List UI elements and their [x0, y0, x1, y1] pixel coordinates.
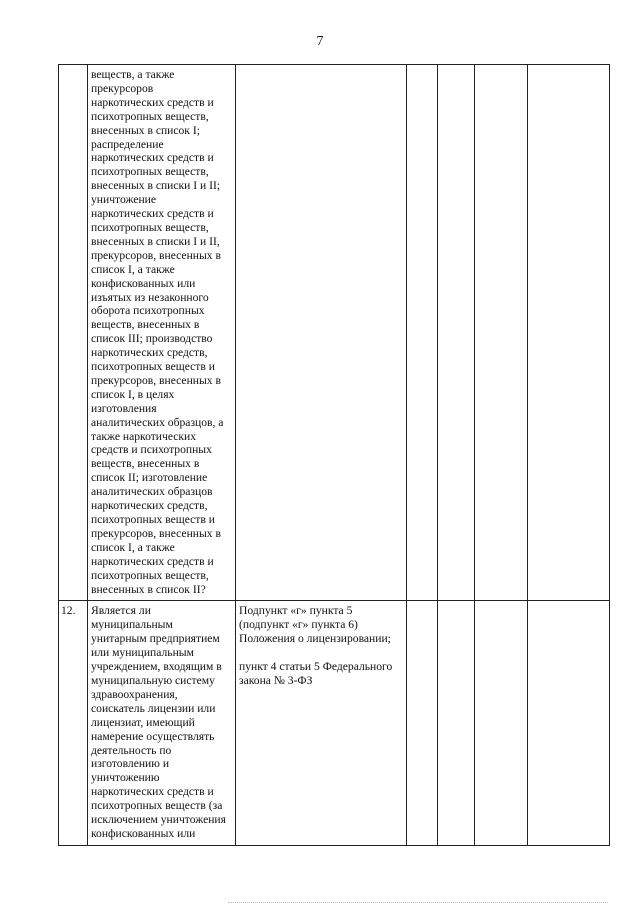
- table-row: [59, 65, 610, 601]
- question-cell: [88, 65, 236, 601]
- reference-cell: [236, 65, 407, 601]
- answer-na-cell: [475, 601, 528, 845]
- note-cell: [528, 65, 610, 601]
- answer-na-cell: [475, 65, 528, 601]
- question-text: веществ, а также прекурсоров наркотических средств и психотропных веществ, внесенных в список I; распределение наркотических средств и психотропных веществ, внесенных в списки I и II; уничтожение наркотических средств и психотропных веществ, внесенных в списки I и II, прекурсоров, внесенных в список I, а также конфискованных или изъятых из незаконного оборота психотропных веществ, внесенных в список III; производство наркотических средств, психотропных веществ и прекурсоров, внесенных в список I, в целях изготовления аналитических образцов, а также наркотических средств и психотропных веществ, внесенных в список II; изготовление аналитических образцов наркотических средств, психотропных веществ и прекурсоров, внесенных в список I, а также наркотических средств и психотропных веществ, внесенных в список II?: [91, 68, 224, 596]
- row-number-cell: [59, 601, 88, 845]
- reference-cell: [236, 601, 407, 845]
- page-number: 7: [316, 34, 324, 49]
- checklist-table: [58, 64, 610, 846]
- row-number: 12.: [61, 604, 76, 618]
- table-row: [59, 601, 610, 845]
- answer-no-cell: [438, 601, 475, 845]
- row-number-cell: [59, 65, 88, 601]
- answer-yes-cell: [407, 65, 438, 601]
- note-cell: [528, 601, 610, 845]
- question-text: Является ли муниципальным унитарным предприятием или муниципальным учреждением, входящим в муниципальную систему здравоохранения, соискатель лицензии или лицензиат, имеющий намерение осуществлять деятельность по изготовлению и уничтожению наркотических средств и психотропных веществ (за исключением уничтожения конфискованных или: [91, 604, 226, 840]
- answer-yes-cell: [407, 601, 438, 845]
- question-cell: [88, 601, 236, 845]
- answer-no-cell: [438, 65, 475, 601]
- page-bottom-divider: [228, 902, 608, 903]
- reference-text: Подпункт «г» пункта 5 (подпункт «г» пункта 6) Положения о лицензировании; пункт 4 статьи 5 Федерального закона № 3-ФЗ: [239, 604, 393, 687]
